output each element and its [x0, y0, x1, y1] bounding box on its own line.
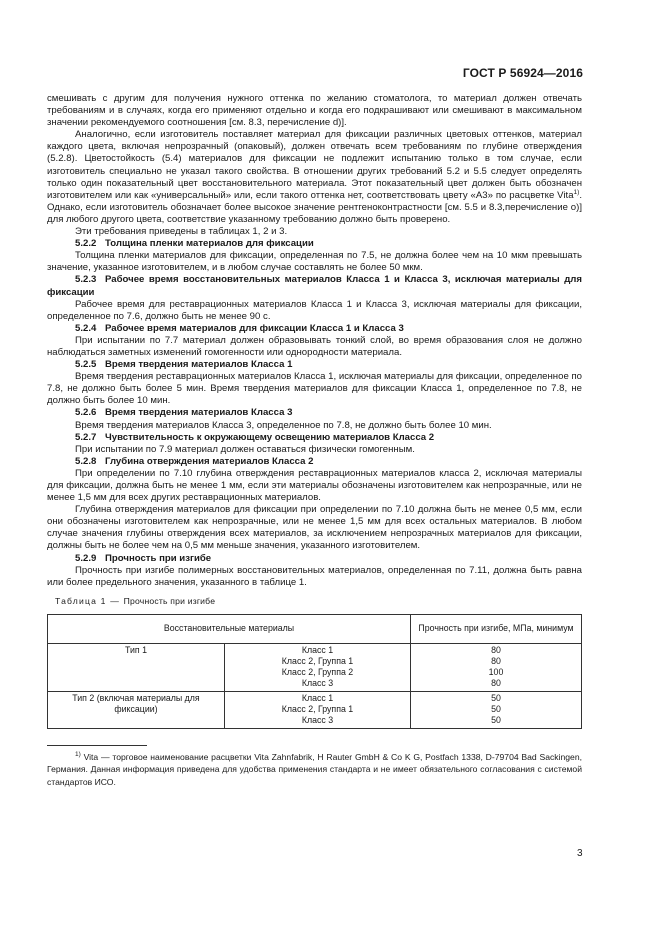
class-label: Класс 2, Группа 1 — [281, 703, 354, 714]
document-code: ГОСТ Р 56924—2016 — [462, 66, 583, 80]
table-caption-label: Таблица 1 — — [55, 595, 121, 606]
strength-value: 80 — [491, 644, 501, 655]
section-number: 5.2.7 — [75, 431, 97, 443]
material-type-cell: Тип 2 (включая материалы для фиксации) — [48, 691, 225, 728]
section-title: Рабочее время восстановительных материалов Класса 1 и Класса 3, исключая материалы для фиксации — [47, 274, 582, 298]
section-heading — [47, 407, 582, 419]
class-label: Класс 3 — [301, 714, 334, 725]
column-header: Прочность при изгибе, МПа, минимум — [411, 614, 582, 643]
section-title: Время твердения материалов Класса 3 — [105, 407, 293, 419]
strength-value: 50 — [491, 692, 501, 703]
footnote-text: Vita — торговое наименование расцветки Vita Zahnfabrik, H Rauter GmbH & Co K G, Postfach 1338, D-79704 Bad Sackingen, Германия. Данная информация приведена для удобства применения стандарта и не имеет обязательного согласования с системой стандартов ИСО. — [47, 751, 583, 787]
paragraph: Толщина пленки материалов для фиксации, определенная по 7.5, не должна более чем на 10 мкм превышать значение, указанное изготовителем, и в любом случае составлять не более 50 мкм. — [47, 250, 582, 274]
class-label: Класс 2, Группа 1 — [281, 655, 354, 666]
strength-value-cell — [411, 643, 582, 691]
section-number: 5.2.4 — [75, 322, 97, 334]
table-row — [48, 691, 582, 728]
strength-value: 80 — [491, 655, 501, 666]
section-title: Толщина пленки материалов для фиксации — [105, 238, 314, 250]
material-type-cell: Тип 1 — [48, 643, 225, 691]
section-heading — [47, 274, 582, 298]
paragraph: смешивать с другим для получения нужного оттенка по желанию стоматолога, то материал должен отвечать требованиям и в случаях, когда его применяют отдельно и когда его подкрашивают или смешивают в максимальном значении рекомендуемого соотношения [см. 8.3, перечисление d)]. — [47, 93, 582, 129]
material-class-cell — [225, 643, 411, 691]
class-label: Класс 1 — [301, 644, 334, 655]
section-number: 5.2.2 — [75, 238, 97, 250]
paragraph: Прочность при изгибе полимерных восстановительных материалов, определенная по 7.11, должна быть равна или более предельного значения, указанного в таблице 1. — [47, 564, 582, 588]
strength-value: 100 — [488, 666, 504, 677]
table-row — [48, 643, 582, 691]
footnote-mark: 1) — [75, 750, 81, 758]
section-number: 5.2.8 — [75, 455, 97, 467]
section-title: Чувствительность к окружающему освещению материалов Класса 2 — [105, 431, 435, 443]
paragraph-text: Однако, если изготовитель обозначает более высокое значение рентгеноконтрастности [см. 5.5 и 8.3,перечисление о)] для любого другого цвета, соответствие указанному требованию должно быть проверено. — [47, 201, 582, 225]
footnote-divider — [47, 745, 147, 746]
paragraph: При определении по 7.10 глубина отверждения реставрационных материалов класса 2, исключая материалы для фиксации, должна быть не менее 1 мм, если эти материалы обозначены изготовителем как непрозрачные, или не менее 1,5 мм для всех других реставрационных материалов. — [47, 467, 582, 504]
paragraph: Аналогично, если изготовитель поставляет материал для фиксации различных цветовых оттенков, материал каждого цвета, включая непрозрачный (опаковый), должен отвечать всем требованиям по глубине отверждения (5.2.8). Цветостойкость (5.4) материалов для фиксации не подлежит испытанию только в том случае, если изготовитель специально не указал такого свойства. В отношении других требований 5.2 и 5.5 следует определять только один показательный цвет восстановительного материала. Этот показательный цвет должен быть обозначен изготовителем или как «универсальный» или, если такого оттенка нет, соответствовать цвету «А3» по расцветке Vita$^{1)}$. Однако, если изготовитель обозначает более высокое значение рентгеноконтрастности [см. 5.5 и 8.3,перечисление о)] для любого другого цвета, соответствие указанному требованию должно быть проверено. — [47, 129, 582, 225]
strength-value: 80 — [491, 677, 501, 688]
section-title: Прочность при изгибе — [105, 552, 212, 564]
paragraph: Время твердения материалов Класса 3, определенное по 7.8, не должно быть более 10 мин. — [75, 419, 492, 431]
paragraph: Эти требования приведены в таблицах 1, 2 и 3. — [75, 226, 288, 238]
section-heading — [47, 238, 582, 250]
class-label: Класс 3 — [301, 677, 334, 688]
section-heading — [47, 456, 582, 468]
paragraph: При испытании по 7.7 материал должен образовывать тонкий слой, во время образования слоя не должно наблюдаться заметных изменений гомогенности или однородности материала. — [47, 334, 582, 358]
footnote-ref[interactable]: 1) — [573, 188, 580, 196]
footnote — [47, 751, 582, 788]
section-number: 5.2.6 — [75, 407, 97, 419]
page-number: 3 — [577, 848, 583, 859]
strength-value: 50 — [491, 714, 501, 725]
section-title: Рабочее время материалов для фиксации Класса 1 и Класса 3 — [105, 322, 404, 334]
column-header: Восстановительные материалы — [48, 614, 411, 643]
paragraph-text: Аналогично, если изготовитель поставляет материал для фиксации различных цветовых оттенков, материал каждого цвета, включая непрозрачный (опаковый), должен отвечать всем требованиям по глубине отверждения (5.2.8). Цветостойкость (5.4) материалов для фиксации не подлежит испытанию только в том случае, если изготовитель специально не указал такого свойства. В отношении других требований 5.2 и 5.5 следует определять только один показательный цвет восстановительного материала. Этот показательный цвет должен быть обозначен изготовителем или как «универсальный» или, если такого оттенка нет, соответствовать цвету «А3» по расцветке Vita — [47, 129, 582, 201]
section-heading — [47, 553, 582, 565]
section-title: Время твердения материалов Класса 1 — [105, 359, 293, 371]
section-number: 5.2.3 — [75, 274, 97, 286]
table-header-row — [48, 614, 582, 643]
class-label: Класс 1 — [301, 692, 334, 703]
section-heading — [47, 323, 582, 335]
section-heading — [47, 359, 582, 371]
flexural-strength-table — [47, 614, 582, 729]
section-number: 5.2.5 — [75, 359, 97, 371]
page-body — [47, 93, 582, 788]
section-number: 5.2.9 — [75, 552, 97, 564]
section-heading — [47, 432, 582, 444]
table-caption-name: Прочность при изгибе — [123, 595, 216, 606]
paragraph: Глубина отверждения материалов для фиксации при определении по 7.10 должна быть не менее 0,5 мм, если они обозначены изготовителем как непрозрачные, или не менее 1,5 мм для всех остальных материалов. В любом случае значения глубины отверждения всех материалов, за исключением непрозрачных материалов для фиксации, должны быть не более чем на 0,5 мм меньше значения, указанного изготовителем. — [47, 504, 582, 552]
paragraph: Время твердения реставрационных материалов Класса 1, исключая материалы для фиксации, определенное по 7.8, не должно быть более 5 мин. Время твердения материалов для фиксации Класса 1, определенное по 7.8, не должно быть более 10 мин. — [47, 371, 582, 407]
table-caption — [55, 595, 582, 607]
strength-value: 50 — [491, 703, 501, 714]
material-class-cell — [225, 691, 411, 728]
class-label: Класс 2, Группа 2 — [281, 666, 354, 677]
paragraph: Рабочее время для реставрационных материалов Класса 1 и Класса 3, исключая материалы для фиксации, определенное по 7.6, должно быть не менее 90 с. — [47, 298, 582, 322]
section-title: Глубина отверждения материалов Класса 2 — [105, 455, 314, 467]
strength-value-cell — [411, 691, 582, 728]
paragraph: При испытании по 7.9 материал должен оставаться физически гомогенным. — [75, 443, 415, 455]
